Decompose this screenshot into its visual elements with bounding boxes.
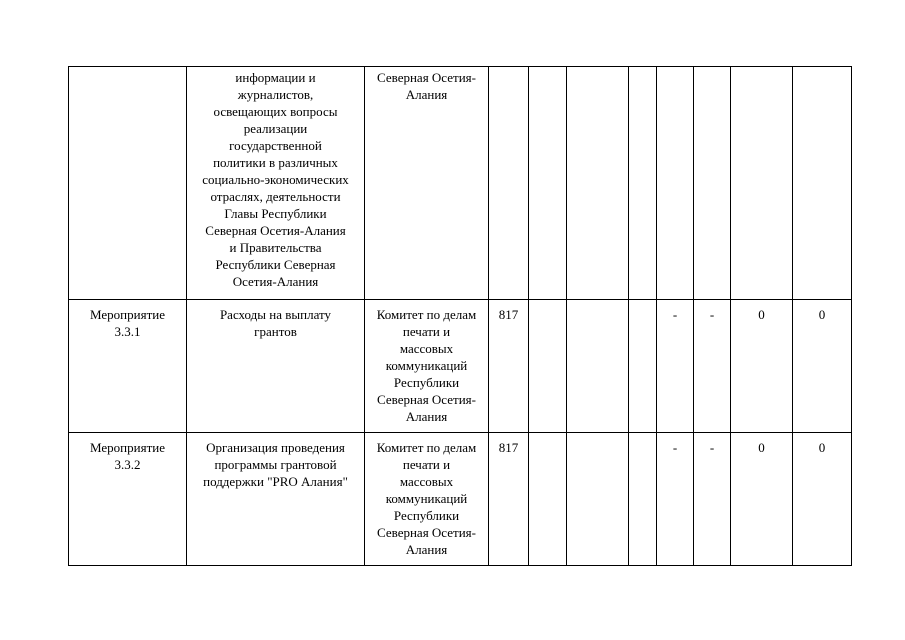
budget-table (68, 66, 852, 566)
value-cell (731, 67, 793, 300)
event-label: Мероприятие (90, 307, 165, 322)
executor-cell (365, 67, 489, 300)
executor-line: коммуникаций (385, 358, 468, 373)
description-line: политики в различных (213, 155, 338, 170)
event-cell (69, 67, 187, 300)
description-line: информации и (235, 70, 316, 85)
description-cell (187, 300, 365, 433)
value-cell (694, 67, 731, 300)
value-cell: - (657, 300, 694, 433)
executor-line: Северная Осетия- (377, 70, 476, 85)
value-cell: 0 (731, 300, 793, 433)
executor-line: массовых (399, 341, 454, 356)
executor-line: Комитет по делам (376, 307, 477, 322)
description-line: Организация проведения (206, 440, 345, 455)
value-cell: 0 (731, 433, 793, 566)
event-label: Мероприятие (90, 440, 165, 455)
executor-line: печати и (402, 457, 451, 472)
value-cell (529, 67, 567, 300)
value-cell (567, 300, 629, 433)
description-line: Республики Северная (215, 257, 336, 272)
description-line: программы грантовой (214, 457, 337, 472)
value-cell (629, 300, 657, 433)
event-number: 3.3.2 (114, 457, 141, 472)
value-cell (567, 433, 629, 566)
description-line: и Правительства (229, 240, 322, 255)
executor-line: Алания (405, 409, 448, 424)
executor-line: массовых (399, 474, 454, 489)
value-cell: - (657, 433, 694, 566)
executor-line: Комитет по делам (376, 440, 477, 455)
value-cell: - (694, 433, 731, 566)
executor-line: Северная Осетия- (377, 525, 476, 540)
table-row (69, 67, 852, 300)
executor-line: Республики (393, 375, 460, 390)
executor-line: печати и (402, 324, 451, 339)
executor-line: Северная Осетия- (377, 392, 476, 407)
description-line: Главы Республики (224, 206, 327, 221)
executor-line: коммуникаций (385, 491, 468, 506)
value-cell (657, 67, 694, 300)
value-cell (529, 433, 567, 566)
executor-line: Алания (405, 542, 448, 557)
value-cell (629, 433, 657, 566)
description-line: социально-экономических (202, 172, 349, 187)
description-line: Расходы на выплату (219, 307, 332, 322)
executor-cell (365, 433, 489, 566)
executor-line: Алания (405, 87, 448, 102)
table-row (69, 433, 852, 566)
description-line: журналистов, (237, 87, 314, 102)
code-cell: 817 (489, 433, 529, 566)
event-number: 3.3.1 (114, 324, 141, 339)
description-line: освещающих вопросы (213, 104, 338, 119)
description-line: отраслях, деятельности (210, 189, 341, 204)
description-line: грантов (254, 324, 297, 339)
value-cell: 0 (793, 300, 852, 433)
value-cell (793, 67, 852, 300)
description-line: Осетия-Алания (232, 274, 319, 289)
value-cell (567, 67, 629, 300)
description-cell (187, 67, 365, 300)
code-cell (489, 67, 529, 300)
description-line: Северная Осетия-Алания (205, 223, 346, 238)
value-cell (629, 67, 657, 300)
event-cell (69, 300, 187, 433)
executor-line: Республики (393, 508, 460, 523)
description-cell (187, 433, 365, 566)
value-cell: 0 (793, 433, 852, 566)
table-row (69, 300, 852, 433)
event-cell (69, 433, 187, 566)
description-line: поддержки "PRO Алания" (203, 474, 348, 489)
value-cell: - (694, 300, 731, 433)
description-line: государственной (229, 138, 322, 153)
executor-cell (365, 300, 489, 433)
description-line: реализации (243, 121, 308, 136)
value-cell (529, 300, 567, 433)
code-cell: 817 (489, 300, 529, 433)
